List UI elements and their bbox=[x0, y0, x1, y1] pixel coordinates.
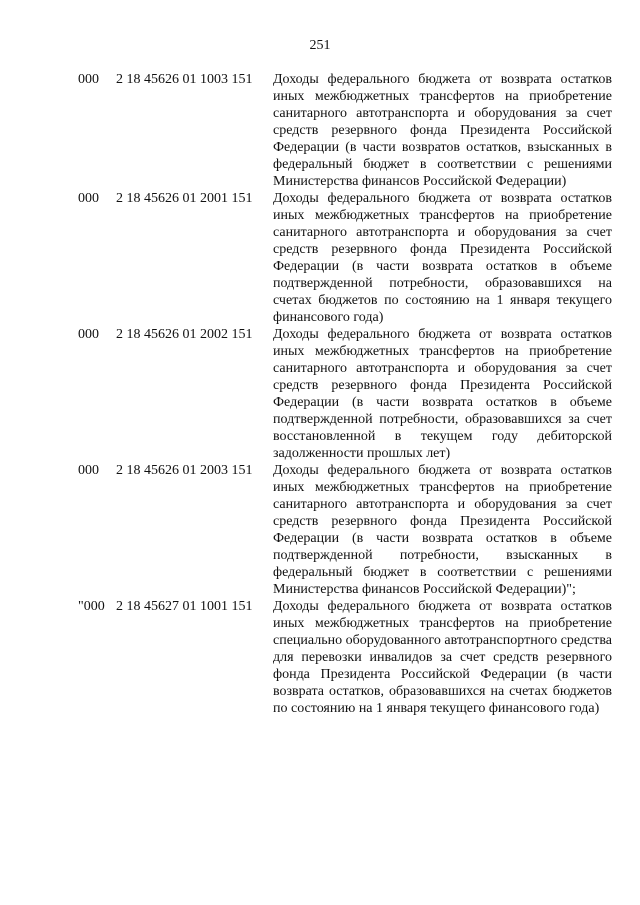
budget-code-table bbox=[0, 71, 640, 717]
admin-code: 000 bbox=[78, 463, 99, 478]
budget-classification-code: 2 18 45626 01 1003 151 bbox=[116, 72, 253, 87]
admin-code: 000 bbox=[78, 191, 99, 206]
table-row bbox=[0, 462, 640, 598]
budget-classification-code: 2 18 45626 01 2002 151 bbox=[116, 327, 253, 342]
revenue-description: Доходы федерального бюджета от возврата остатков иных межбюджетных трансфертов на приобретение санитарного автотранспорта и оборудования за счет средств резервного фонда Президента Российской Федерации (в части возврата остатков в объеме подтвержденной потребности, образовавшихся за счет восстановленной в текущем году дебиторской задолженности прошлых лет) bbox=[273, 327, 612, 461]
admin-code: 000 bbox=[78, 327, 99, 342]
revenue-description: Доходы федерального бюджета от возврата остатков иных межбюджетных трансфертов на приобретение специально оборудованного автотранспортного средства для перевозки инвалидов за счет средств резервного фонда Президента Российской Федерации (в части возврата остатков, образовавшихся на счетах бюджетов по состоянию на 1 января текущего финансового года) bbox=[273, 599, 612, 716]
table-row bbox=[0, 598, 640, 717]
revenue-description: Доходы федерального бюджета от возврата остатков иных межбюджетных трансфертов на приобретение санитарного автотранспорта и оборудования за счет средств резервного фонда Президента Российской Федерации (в части возврата остатков в объеме подтвержденной потребности, взысканных в федеральный бюджет в соответствии с решениями Министерства финансов Российской Федерации)"; bbox=[273, 463, 612, 597]
revenue-description: Доходы федерального бюджета от возврата остатков иных межбюджетных трансфертов на приобретение санитарного автотранспорта и оборудования за счет средств резервного фонда Президента Российской Федерации (в части возвратов остатков, взысканных в федеральный бюджет в соответствии с решениями Министерства финансов Российской Федерации) bbox=[273, 72, 612, 189]
table-row bbox=[0, 71, 640, 190]
admin-code: 000 bbox=[78, 72, 99, 87]
budget-classification-code: 2 18 45626 01 2003 151 bbox=[116, 463, 253, 478]
budget-classification-code: 2 18 45626 01 2001 151 bbox=[116, 191, 253, 206]
admin-code: "000 bbox=[78, 599, 105, 614]
page-number: 251 bbox=[309, 38, 331, 53]
budget-classification-code: 2 18 45627 01 1001 151 bbox=[116, 599, 253, 614]
table-row bbox=[0, 190, 640, 326]
table-row bbox=[0, 326, 640, 462]
revenue-description: Доходы федерального бюджета от возврата остатков иных межбюджетных трансфертов на приобретение санитарного автотранспорта и оборудования за счет средств резервного фонда Президента Российской Федерации (в части возврата остатков в объеме подтвержденной потребности, образовавшихся на счетах бюджетов по состоянию на 1 января текущего финансового года) bbox=[273, 191, 612, 325]
